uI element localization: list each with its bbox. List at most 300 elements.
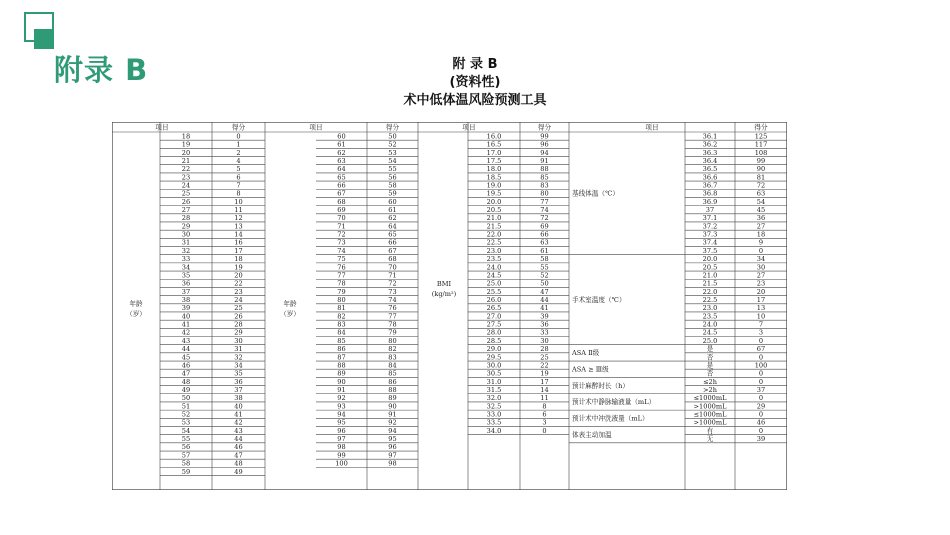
age-score: 55: [388, 165, 397, 174]
bmi-value: 26.5: [486, 304, 502, 313]
bmi-score: 6: [542, 410, 547, 419]
age-score: 61: [388, 206, 397, 215]
age-score: 84: [388, 361, 397, 370]
age-value: 84: [337, 328, 346, 337]
age-value: 30: [181, 230, 191, 239]
bmi-score: 63: [540, 238, 549, 247]
group-score: 46: [756, 418, 766, 427]
age-value: 70: [337, 214, 346, 223]
age-value: 49: [181, 385, 191, 394]
age-value: 33: [181, 255, 191, 264]
age-value: 99: [337, 451, 346, 460]
group-score: 63: [756, 189, 766, 198]
age-score: 37: [234, 385, 243, 394]
age-value: 48: [181, 377, 191, 386]
age-score: 90: [388, 402, 397, 411]
bmi-score: 74: [540, 206, 549, 215]
bmi-value: 21.0: [486, 214, 502, 223]
group-score: 0: [758, 377, 764, 386]
group-score: 0: [758, 394, 764, 403]
group-score: 13: [756, 304, 766, 313]
age-score: 11: [234, 206, 243, 215]
age-value: 45: [181, 353, 191, 362]
bmi-label: BMI: [436, 280, 452, 288]
age-value: 21: [181, 156, 191, 165]
bmi-score: 58: [540, 255, 549, 264]
group-value: 36.7: [702, 181, 718, 190]
bmi-value: 17.5: [486, 156, 502, 165]
bmi-value: 29.0: [486, 345, 502, 354]
bmi-value: 22.0: [486, 230, 502, 239]
age-score: 49: [234, 467, 243, 476]
group-value: >1000mL: [693, 402, 727, 411]
age-value: 79: [337, 287, 346, 296]
age-score: 47: [234, 451, 243, 460]
age-value: 93: [337, 402, 346, 411]
age-score: 43: [234, 426, 243, 435]
group-score: 27: [756, 222, 766, 231]
age-score: 74: [388, 295, 397, 304]
age-value: 66: [337, 181, 346, 190]
group-score: 0: [758, 353, 764, 362]
age-value: 41: [181, 320, 191, 329]
bmi-value: 23.5: [486, 255, 502, 264]
age-score: 44: [234, 435, 243, 444]
age-value: 61: [337, 140, 346, 149]
bmi-value: 29.5: [486, 353, 502, 362]
age-value: 25: [181, 189, 191, 198]
group-score: 67: [756, 345, 766, 354]
age-value: 18: [181, 132, 191, 141]
age-value: 92: [337, 394, 346, 403]
age-score: 30: [234, 336, 243, 345]
age-score: 83: [388, 353, 397, 362]
bmi-score: 50: [540, 279, 549, 288]
group-score: 108: [754, 148, 768, 157]
header-score-0: 得分: [231, 123, 246, 132]
age-label: 年龄: [129, 300, 143, 308]
group-score: 9: [758, 238, 764, 247]
age-score: 18: [234, 255, 243, 264]
group-score: 125: [754, 132, 768, 141]
group-score: 36: [756, 214, 766, 223]
bmi-score: 61: [540, 246, 549, 255]
group-score: 17: [756, 295, 766, 304]
age-value: 82: [337, 312, 346, 321]
group-score: 0: [758, 336, 764, 345]
group-score: 81: [756, 173, 766, 182]
group-label-0: 基线体温（℃）: [572, 189, 619, 198]
group-value: 有: [706, 426, 714, 435]
bmi-value: 25.5: [486, 287, 502, 296]
age-score: 36: [234, 377, 243, 386]
group-value: ≤1000mL: [693, 394, 727, 403]
age-label: 年龄: [283, 300, 297, 308]
age-score: 78: [388, 320, 397, 329]
age-score: 59: [388, 189, 397, 198]
bmi-value: 16.0: [486, 132, 502, 141]
age-score: 1: [236, 140, 241, 149]
group-score: 29: [756, 402, 766, 411]
age-score: 82: [388, 345, 397, 354]
bmi-score: 3: [542, 418, 547, 427]
group-score: 0: [758, 369, 764, 378]
age-score: 66: [388, 238, 397, 247]
group-value: 25.0: [702, 336, 718, 345]
group-value: 36.4: [702, 156, 718, 165]
header-score-3: 得分: [754, 123, 768, 132]
bmi-score: 91: [540, 156, 549, 165]
bmi-score: 14: [540, 385, 549, 394]
age-value: 23: [181, 173, 191, 182]
appendix-heading: 附录 B: [54, 53, 149, 87]
age-score: 48: [234, 459, 243, 468]
age-value: 58: [181, 459, 191, 468]
age-value: 63: [337, 156, 346, 165]
bmi-value: 21.5: [486, 222, 502, 231]
age-score: 32: [234, 353, 243, 362]
age-value: 86: [337, 345, 346, 354]
age-value: 24: [181, 181, 191, 190]
group-value: 无: [706, 435, 714, 444]
bmi-label-unit: (kg/m²): [431, 290, 457, 298]
age-score: 20: [234, 271, 243, 280]
age-score: 10: [234, 197, 243, 206]
bmi-score: 39: [540, 312, 549, 321]
header-item-2: 项目: [462, 123, 476, 132]
bmi-value: 18.5: [486, 173, 502, 182]
age-score: 26: [234, 312, 243, 321]
group-value: 37.2: [702, 222, 718, 231]
group-score: 7: [758, 320, 764, 329]
bmi-value: 30.0: [486, 361, 502, 370]
group-score: 27: [756, 271, 766, 280]
bmi-score: 99: [540, 132, 549, 141]
age-score: 22: [234, 279, 243, 288]
bmi-value: 20.0: [486, 197, 502, 206]
age-value: 19: [181, 140, 191, 149]
bmi-value: 25.0: [486, 279, 502, 288]
group-score: 34: [756, 255, 766, 264]
age-score: 53: [388, 148, 397, 157]
group-value: 23.5: [702, 312, 718, 321]
group-score: 99: [756, 156, 766, 165]
bmi-score: 66: [540, 230, 549, 239]
age-score: 16: [234, 238, 243, 247]
age-value: 83: [337, 320, 346, 329]
age-value: 27: [181, 206, 191, 215]
age-score: 64: [388, 222, 397, 231]
age-value: 88: [337, 361, 346, 370]
bmi-value: 16.5: [486, 140, 502, 149]
group-score: 20: [756, 287, 766, 296]
age-value: 64: [337, 165, 346, 174]
age-score: 52: [388, 140, 397, 149]
group-value: 否: [706, 369, 714, 378]
group-label-6: 预计术中冲洗液量（mL）: [572, 414, 649, 423]
group-value: 36.8: [702, 189, 718, 198]
group-score: 72: [756, 181, 766, 190]
bmi-value: 24.5: [486, 271, 502, 280]
age-score: 0: [236, 132, 241, 141]
age-value: 77: [337, 271, 346, 280]
age-value: 42: [181, 328, 191, 337]
age-score: 79: [388, 328, 397, 337]
age-value: 51: [181, 402, 191, 411]
age-value: 96: [337, 426, 346, 435]
age-score: 60: [388, 197, 397, 206]
group-value: 是: [706, 361, 714, 370]
header-item-3: 项目: [645, 123, 659, 132]
age-score: 62: [388, 214, 397, 223]
bmi-score: 17: [540, 377, 549, 386]
age-value: 38: [181, 295, 191, 304]
age-score: 38: [234, 394, 243, 403]
age-score: 6: [236, 173, 241, 182]
bmi-value: 32.0: [486, 394, 502, 403]
risk-prediction-table: [112, 122, 787, 490]
age-value: 57: [181, 451, 191, 460]
age-score: 35: [234, 369, 243, 378]
header-item-0: 项目: [155, 123, 169, 132]
age-score: 76: [388, 304, 397, 313]
age-score: 34: [234, 361, 243, 370]
age-score: 50: [388, 132, 397, 141]
age-score: 65: [388, 230, 397, 239]
age-value: 36: [181, 279, 191, 288]
age-value: 78: [337, 279, 346, 288]
group-score: 3: [758, 328, 764, 337]
group-score: 37: [756, 385, 766, 394]
age-value: 76: [337, 263, 346, 272]
bmi-value: 26.0: [486, 295, 502, 304]
risk-table-frame: [112, 122, 787, 490]
bmi-score: 11: [540, 394, 549, 403]
group-score: 117: [754, 140, 768, 149]
age-score: 86: [388, 377, 397, 386]
age-value: 28: [181, 214, 191, 223]
group-value: ≤2h: [703, 377, 717, 386]
age-value: 75: [337, 255, 346, 264]
group-value: 21.5: [702, 279, 718, 288]
age-value: 91: [337, 385, 346, 394]
decor-square-filled: [34, 29, 54, 49]
age-value: 62: [337, 148, 346, 157]
bmi-value: 20.5: [486, 206, 502, 215]
bmi-score: 44: [540, 295, 549, 304]
age-value: 65: [337, 173, 346, 182]
bmi-score: 55: [540, 263, 549, 272]
group-value: 22.0: [702, 287, 718, 296]
bmi-score: 80: [540, 189, 549, 198]
bmi-score: 69: [540, 222, 549, 231]
age-value: 47: [181, 369, 191, 378]
group-value: >1000mL: [693, 418, 727, 427]
bmi-score: 52: [540, 271, 549, 280]
age-value: 97: [337, 435, 346, 444]
group-label-2: ASA Ⅱ级: [572, 349, 600, 358]
group-value: 37.1: [702, 214, 718, 223]
age-score: 41: [234, 410, 243, 419]
group-label-7: 体表主动加温: [572, 430, 612, 439]
bmi-value: 30.5: [486, 369, 502, 378]
age-score: 91: [388, 410, 397, 419]
header-score-2: 得分: [537, 123, 552, 132]
age-value: 55: [181, 435, 191, 444]
age-value: 90: [337, 377, 346, 386]
bmi-value: 19.5: [486, 189, 502, 198]
bmi-score: 28: [540, 345, 549, 354]
header-item-1: 项目: [309, 123, 323, 132]
group-value: 24.5: [702, 328, 718, 337]
bmi-score: 22: [540, 361, 549, 370]
title-block: [325, 56, 625, 110]
age-value: 26: [181, 197, 191, 206]
group-label-5: 预计术中静脉输液量（mL）: [572, 398, 656, 407]
title-line-2: (资料性): [449, 75, 501, 90]
age-value: 44: [181, 345, 191, 354]
bmi-score: 8: [542, 402, 547, 411]
group-value: 否: [706, 353, 714, 362]
age-value: 68: [337, 197, 346, 206]
age-value: 39: [181, 304, 191, 313]
age-value: 85: [337, 336, 346, 345]
age-value: 35: [181, 271, 191, 280]
age-score: 17: [234, 246, 243, 255]
bmi-value: 23.0: [486, 246, 502, 255]
bmi-score: 36: [540, 320, 549, 329]
group-value: 37.3: [702, 230, 718, 239]
group-value: 23.0: [702, 304, 718, 313]
age-score: 73: [388, 287, 397, 296]
age-score: 80: [388, 336, 397, 345]
bmi-score: 25: [540, 353, 549, 362]
bmi-score: 19: [540, 369, 549, 378]
group-score: 23: [756, 279, 766, 288]
age-score: 85: [388, 369, 397, 378]
age-value: 29: [181, 222, 191, 231]
age-score: 5: [236, 165, 241, 174]
bmi-score: 96: [540, 140, 549, 149]
age-value: 43: [181, 336, 191, 345]
group-value: 21.0: [702, 271, 718, 280]
group-score: 100: [754, 361, 768, 370]
bmi-score: 33: [540, 328, 549, 337]
group-value: ≤1000mL: [693, 410, 727, 419]
bmi-value: 22.5: [486, 238, 502, 247]
age-score: 4: [236, 156, 241, 165]
group-score: 0: [758, 426, 764, 435]
bmi-score: 72: [540, 214, 549, 223]
age-value: 37: [181, 287, 191, 296]
age-value: 87: [337, 353, 346, 362]
age-value: 71: [337, 222, 346, 231]
bmi-score: 41: [540, 304, 549, 313]
group-score: 0: [758, 246, 764, 255]
bmi-score: 85: [540, 173, 549, 182]
age-value: 32: [181, 246, 191, 255]
group-value: 20.5: [702, 263, 718, 272]
age-score: 28: [234, 320, 243, 329]
bmi-value: 34.0: [486, 426, 502, 435]
group-value: 36.3: [702, 148, 718, 157]
age-score: 56: [388, 173, 397, 182]
bmi-value: 19.0: [486, 181, 502, 190]
age-score: 2: [236, 148, 241, 157]
group-value: 37.5: [702, 246, 718, 255]
age-value: 31: [181, 238, 191, 247]
bmi-score: 88: [540, 165, 549, 174]
age-value: 80: [337, 295, 346, 304]
group-score: 39: [756, 435, 766, 444]
age-label-unit: （岁）: [126, 310, 146, 318]
age-score: 29: [234, 328, 243, 337]
group-value: 37: [705, 206, 715, 215]
age-value: 100: [335, 459, 348, 468]
age-score: 58: [388, 181, 397, 190]
age-score: 12: [234, 214, 243, 223]
age-score: 67: [388, 246, 397, 255]
group-score: 0: [758, 410, 764, 419]
age-value: 81: [337, 304, 346, 313]
age-score: 68: [388, 255, 397, 264]
age-value: 60: [337, 132, 346, 141]
bmi-score: 83: [540, 181, 549, 190]
group-value: 是: [706, 345, 714, 354]
title-line-1: 附 录 B: [452, 57, 498, 72]
age-score: 40: [234, 402, 243, 411]
age-score: 14: [234, 230, 243, 239]
group-value: 37.4: [702, 238, 718, 247]
bmi-score: 0: [542, 426, 547, 435]
bmi-value: 28.0: [486, 328, 502, 337]
bmi-value: 17.0: [486, 148, 502, 157]
age-score: 98: [388, 459, 397, 468]
age-score: 42: [234, 418, 243, 427]
age-value: 89: [337, 369, 346, 378]
age-value: 53: [181, 418, 191, 427]
age-value: 46: [181, 361, 191, 370]
bmi-score: 94: [540, 148, 549, 157]
age-score: 72: [388, 279, 397, 288]
group-label-1: 手术室温度（℃）: [572, 295, 626, 304]
age-score: 13: [234, 222, 243, 231]
age-score: 94: [388, 426, 397, 435]
group-value: 36.5: [702, 165, 718, 174]
age-score: 71: [388, 271, 397, 280]
title-line-3: 术中低体温风险预测工具: [403, 93, 547, 108]
age-value: 50: [181, 394, 191, 403]
bmi-value: 27.0: [486, 312, 502, 321]
age-score: 24: [234, 295, 243, 304]
age-value: 74: [337, 246, 346, 255]
group-label-4: 预计麻醉时长（h）: [572, 381, 629, 390]
group-score: 90: [756, 165, 766, 174]
age-score: 54: [388, 156, 397, 165]
age-value: 52: [181, 410, 191, 419]
header-score-1: 得分: [385, 123, 400, 132]
bmi-value: 28.5: [486, 336, 502, 345]
bmi-value: 27.5: [486, 320, 502, 329]
age-score: 70: [388, 263, 397, 272]
age-value: 95: [337, 418, 346, 427]
age-score: 88: [388, 385, 397, 394]
age-value: 56: [181, 443, 191, 452]
bmi-value: 31.5: [486, 385, 502, 394]
group-score: 18: [756, 230, 766, 239]
age-value: 98: [337, 443, 346, 452]
group-score: 30: [756, 263, 766, 272]
